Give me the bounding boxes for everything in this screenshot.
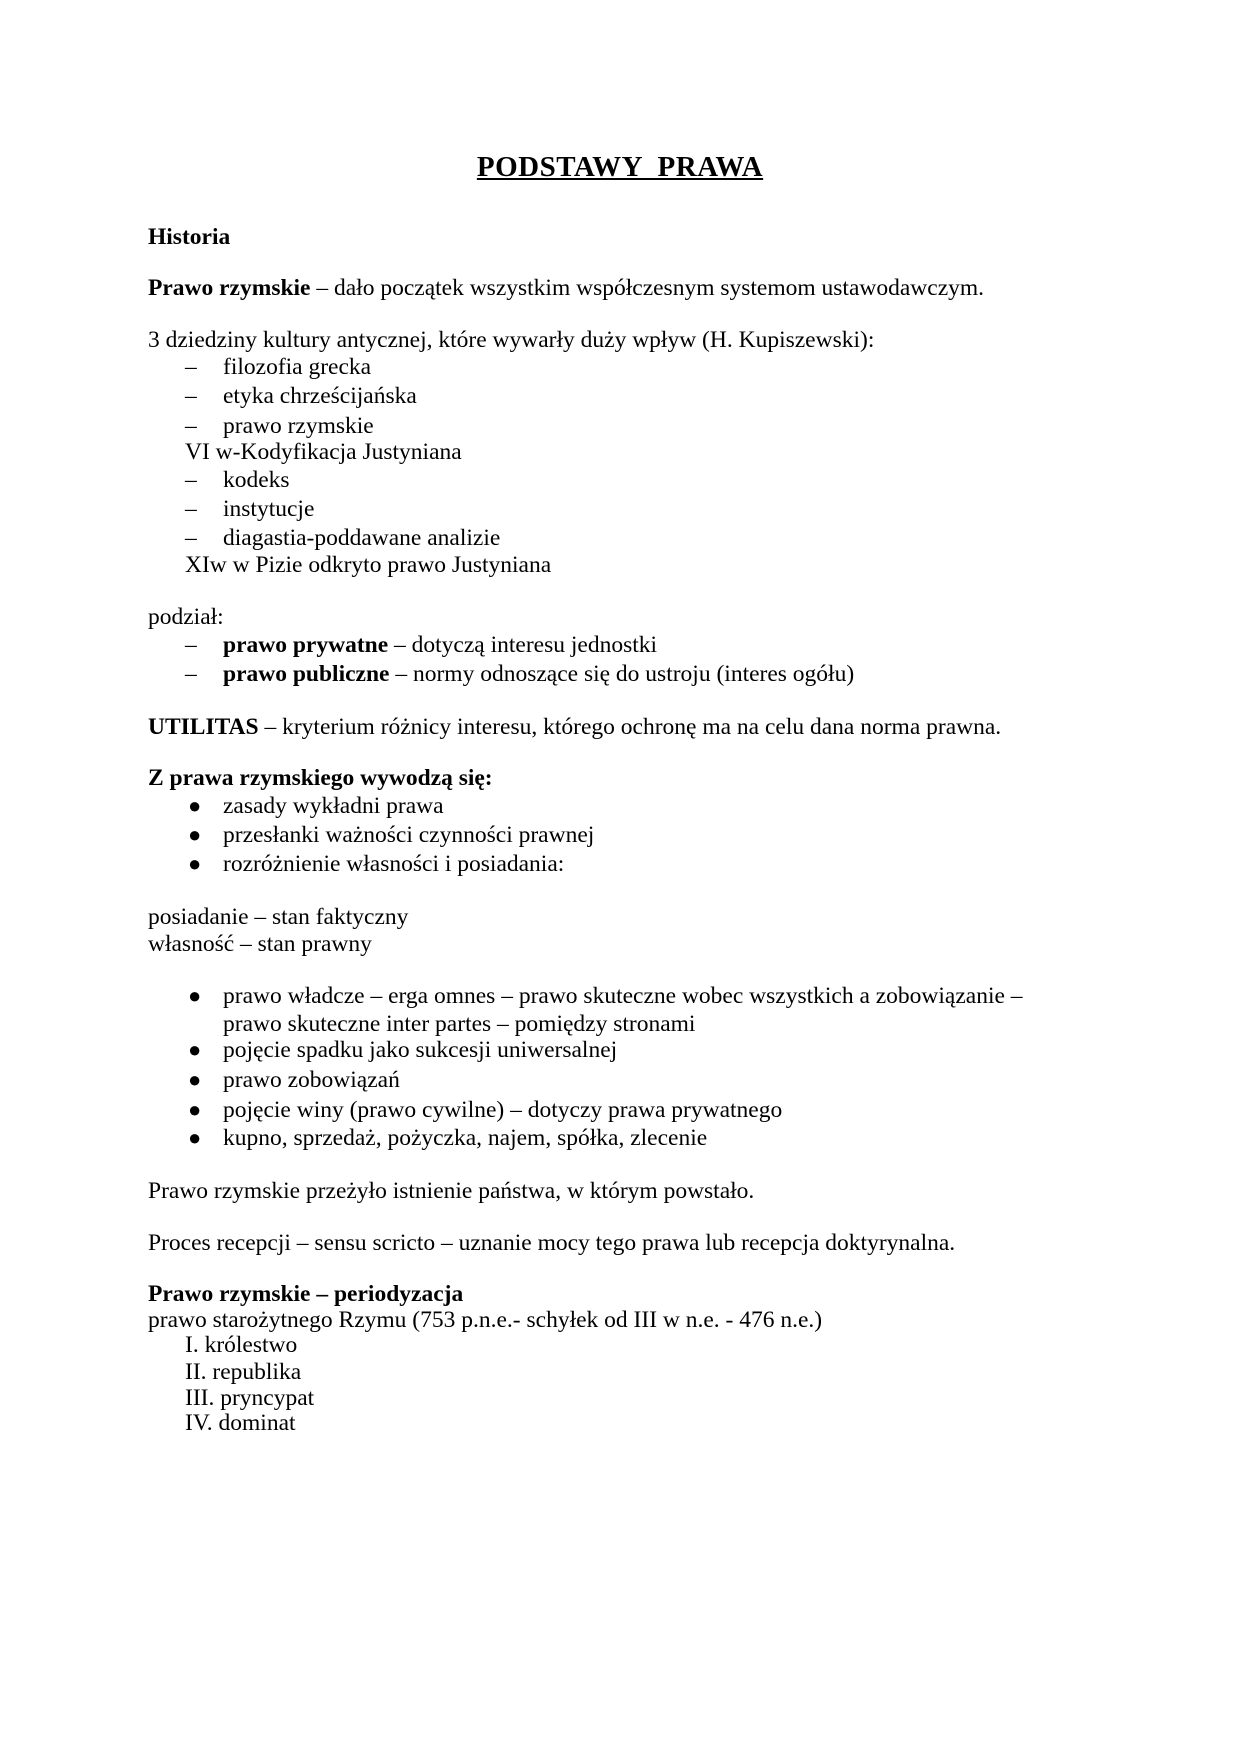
dash-marker: – <box>185 467 197 493</box>
list-item <box>148 352 1108 382</box>
period-item: III. pryncypat <box>185 1385 315 1411</box>
wlasnosc-line: własność – stan prawny <box>148 931 372 957</box>
period-item: IV. dominat <box>185 1410 296 1436</box>
periodyzacja-intro: prawo starożytnego Rzymu (753 p.n.e.- schyłek od III w n.e. - 476 n.e.) <box>148 1307 823 1333</box>
dash-marker: – <box>185 383 197 409</box>
dash-marker: – <box>185 632 197 658</box>
list-item-text: kupno, sprzedaż, pożyczka, najem, spółka, zlecenie <box>223 1125 708 1151</box>
definition: – dało początek wszystkim współczesnym systemom ustawodawczym. <box>310 275 985 301</box>
paragraph-utilitas <box>148 712 1001 742</box>
page-title: PODSTAWY PRAWA <box>476 151 764 183</box>
list-item <box>148 820 1108 848</box>
list-item-text: prawo rzymskie <box>223 413 374 439</box>
list-item-text <box>223 659 854 689</box>
list-item <box>148 1095 1108 1123</box>
list-item-text: rozróżnienie własności i posiadania: <box>223 851 565 877</box>
list-item <box>148 381 1108 411</box>
list-item-text <box>223 630 657 660</box>
dash-marker: – <box>185 496 197 522</box>
list-item-text: instytucje <box>223 496 315 522</box>
posiadanie-line: posiadanie – stan faktyczny <box>148 904 409 930</box>
paragraph-dziedziny: 3 dziedziny kultury antycznej, które wywarły duży wpływ (H. Kupiszewski): <box>148 327 875 353</box>
bullet-marker: ● <box>188 983 202 1008</box>
section-heading-historia: Historia <box>148 224 231 250</box>
definition: – dotyczą interesu jednostki <box>388 632 658 658</box>
bullet-marker: ● <box>188 822 202 847</box>
paragraph-przezylo: Prawo rzymskie przeżyło istnienie państwa, w którym powstało. <box>148 1178 755 1204</box>
list-item <box>148 465 1108 495</box>
list-item-text: przesłanki ważności czynności prawnej <box>223 822 595 848</box>
list-item <box>148 981 1108 1037</box>
list-item-text: prawo zobowiązań <box>223 1067 400 1093</box>
list-item <box>148 1123 1108 1151</box>
term: prawo publiczne <box>223 661 390 687</box>
dash-marker: – <box>185 413 197 439</box>
podzial-label: podział: <box>148 604 224 630</box>
paragraph-recepcja: Proces recepcji – sensu scricto – uznanie mocy tego prawa lub recepcja doktyrynalna. <box>148 1230 956 1256</box>
dash-marker: – <box>185 661 197 687</box>
list-item-text: prawo skuteczne inter partes – pomiędzy stronami <box>223 1011 696 1037</box>
term: Prawo rzymskie <box>148 275 311 301</box>
definition: – normy odnoszące się do ustroju (interes ogółu) <box>389 661 855 687</box>
list-item <box>148 1035 1108 1063</box>
dash-marker: – <box>185 525 197 551</box>
list-item-text: zasady wykładni prawa <box>223 793 444 819</box>
list-item-text: kodeks <box>223 467 290 493</box>
list-item-text: prawo władcze – erga omnes – prawo skuteczne wobec wszystkich a zobowiązanie – <box>223 983 1023 1009</box>
dash-marker: – <box>185 354 197 380</box>
bullet-marker: ● <box>188 1125 202 1150</box>
paragraph-prawo-rzymskie <box>148 273 984 303</box>
list-item <box>148 494 1108 524</box>
bullet-marker: ● <box>188 1067 202 1092</box>
bullet-marker: ● <box>188 1097 202 1122</box>
list-item <box>148 791 1108 819</box>
period-item: II. republika <box>185 1359 302 1385</box>
list-item <box>148 1065 1108 1093</box>
list-item-text: diagastia-poddawane analizie <box>223 525 501 551</box>
section-heading-wywodza: Z prawa rzymskiego wywodzą się: <box>148 765 493 791</box>
definition: – kryterium różnicy interesu, którego ochronę ma na celu dana norma prawna. <box>258 714 1002 740</box>
bullet-marker: ● <box>188 851 202 876</box>
list-item-text: pojęcie winy (prawo cywilne) – dotyczy prawa prywatnego <box>223 1097 783 1123</box>
list-item-text: pojęcie spadku jako sukcesji uniwersalnej <box>223 1037 618 1063</box>
odkrycie-line: XIw w Pizie odkryto prawo Justyniana <box>185 552 552 578</box>
bullet-marker: ● <box>188 1037 202 1062</box>
term: UTILITAS <box>148 714 259 740</box>
section-heading-periodyzacja: Prawo rzymskie – periodyzacja <box>148 1281 464 1307</box>
list-item <box>148 630 1108 660</box>
list-item-text: filozofia grecka <box>223 354 372 380</box>
list-item <box>148 659 1108 689</box>
period-item: I. królestwo <box>185 1332 298 1358</box>
list-item <box>148 849 1108 877</box>
bullet-marker: ● <box>188 793 202 818</box>
term: prawo prywatne <box>223 632 389 658</box>
list-item-text: etyka chrześcijańska <box>223 383 417 409</box>
kodyfikacja-heading: VI w-Kodyfikacja Justyniana <box>185 439 462 465</box>
list-item <box>148 523 1108 553</box>
